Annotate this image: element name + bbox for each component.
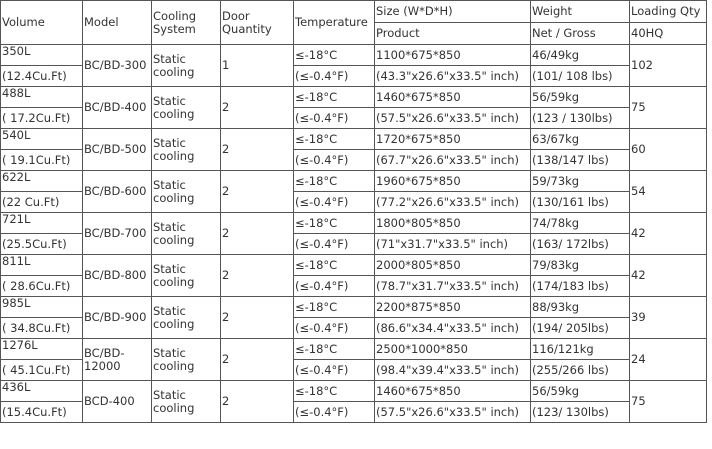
volume-cuft-cell: (25.5Cu.Ft) <box>1 234 83 255</box>
size-mm-cell: 2500*1000*850 <box>375 339 531 360</box>
header-size-sub: Product <box>375 23 531 45</box>
model-cell: BC/BD-600 <box>83 171 152 213</box>
weight-lbs-cell: (123 / 130lbs) <box>531 108 630 129</box>
loading-cell: 54 <box>630 171 707 213</box>
loading-cell: 42 <box>630 213 707 255</box>
volume-cell: 436L <box>1 381 83 402</box>
spec-table-body <box>1 1 707 423</box>
cooling-cell: Static cooling <box>152 255 221 297</box>
volume-cell: 721L <box>1 213 83 234</box>
door-cell: 2 <box>221 171 294 213</box>
temp-c-cell: ≤-18°C <box>294 129 375 150</box>
header-temperature: Temperature <box>294 1 375 45</box>
temp-c-cell: ≤-18°C <box>294 255 375 276</box>
volume-cuft-cell: (22 Cu.Ft) <box>1 192 83 213</box>
model-cell: BC/BD-900 <box>83 297 152 339</box>
door-cell: 2 <box>221 255 294 297</box>
size-mm-cell: 1460*675*850 <box>375 381 531 402</box>
temp-f-cell: (≤-0.4°F) <box>294 192 375 213</box>
table-row <box>1 87 707 108</box>
size-mm-cell: 1960*675*850 <box>375 171 531 192</box>
table-row <box>1 171 707 192</box>
size-inch-cell: (67.7"x26.6"x33.5" inch) <box>375 150 531 171</box>
model-cell: BC/BD-800 <box>83 255 152 297</box>
size-mm-cell: 1720*675*850 <box>375 129 531 150</box>
volume-cuft-cell: (15.4Cu.Ft) <box>1 402 83 423</box>
temp-f-cell: (≤-0.4°F) <box>294 360 375 381</box>
volume-cell: 540L <box>1 129 83 150</box>
volume-cell: 811L <box>1 255 83 276</box>
volume-cell: 350L <box>1 45 83 66</box>
weight-kg-cell: 116/121kg <box>531 339 630 360</box>
temp-f-cell: (≤-0.4°F) <box>294 150 375 171</box>
table-row <box>1 339 707 360</box>
temp-c-cell: ≤-18°C <box>294 339 375 360</box>
header-loading: Loading Qty <box>630 1 707 23</box>
size-inch-cell: (86.6"x34.4"x33.5" inch) <box>375 318 531 339</box>
weight-kg-cell: 74/78kg <box>531 213 630 234</box>
header-loading-sub: 40HQ <box>630 23 707 45</box>
model-cell: BC/BD-12000 <box>83 339 152 381</box>
weight-kg-cell: 63/67kg <box>531 129 630 150</box>
temp-c-cell: ≤-18°C <box>294 297 375 318</box>
loading-cell: 60 <box>630 129 707 171</box>
weight-lbs-cell: (123/ 130lbs) <box>531 402 630 423</box>
weight-lbs-cell: (194/ 205lbs) <box>531 318 630 339</box>
weight-lbs-cell: (174/183 lbs) <box>531 276 630 297</box>
volume-cell: 985L <box>1 297 83 318</box>
size-inch-cell: (43.3"x26.6"x33.5" inch) <box>375 66 531 87</box>
size-inch-cell: (57.5"x26.6"x33.5" inch) <box>375 108 531 129</box>
model-cell: BC/BD-400 <box>83 87 152 129</box>
size-inch-cell: (57.5"x26.6"x33.5" inch) <box>375 402 531 423</box>
temp-f-cell: (≤-0.4°F) <box>294 108 375 129</box>
weight-kg-cell: 59/73kg <box>531 171 630 192</box>
cooling-cell: Static cooling <box>152 339 221 381</box>
door-cell: 2 <box>221 129 294 171</box>
table-row <box>1 213 707 234</box>
size-inch-cell: (98.4"x39.4"x33.5" inch) <box>375 360 531 381</box>
weight-lbs-cell: (255/266 lbs) <box>531 360 630 381</box>
cooling-cell: Static cooling <box>152 45 221 87</box>
loading-cell: 75 <box>630 381 707 423</box>
volume-cuft-cell: (12.4Cu.Ft) <box>1 66 83 87</box>
table-row <box>1 45 707 66</box>
temp-f-cell: (≤-0.4°F) <box>294 402 375 423</box>
size-mm-cell: 1800*805*850 <box>375 213 531 234</box>
volume-cuft-cell: ( 19.1Cu.Ft) <box>1 150 83 171</box>
door-cell: 2 <box>221 381 294 423</box>
model-cell: BC/BD-500 <box>83 129 152 171</box>
door-cell: 2 <box>221 297 294 339</box>
weight-kg-cell: 56/59kg <box>531 87 630 108</box>
cooling-cell: Static cooling <box>152 297 221 339</box>
weight-kg-cell: 46/49kg <box>531 45 630 66</box>
cooling-cell: Static cooling <box>152 381 221 423</box>
table-row <box>1 255 707 276</box>
temp-f-cell: (≤-0.4°F) <box>294 318 375 339</box>
size-inch-cell: (71"x31.7"x33.5" inch) <box>375 234 531 255</box>
door-cell: 2 <box>221 213 294 255</box>
loading-cell: 75 <box>630 87 707 129</box>
temp-c-cell: ≤-18°C <box>294 381 375 402</box>
size-mm-cell: 2200*875*850 <box>375 297 531 318</box>
table-row <box>1 297 707 318</box>
size-mm-cell: 1460*675*850 <box>375 87 531 108</box>
header-size: Size (W*D*H) <box>375 1 531 23</box>
loading-cell: 42 <box>630 255 707 297</box>
temp-f-cell: (≤-0.4°F) <box>294 66 375 87</box>
cooling-cell: Static cooling <box>152 213 221 255</box>
header-model: Model <box>83 1 152 45</box>
loading-cell: 102 <box>630 45 707 87</box>
model-cell: BC/BD-300 <box>83 45 152 87</box>
header-cooling: Cooling System <box>152 1 221 45</box>
size-mm-cell: 2000*805*850 <box>375 255 531 276</box>
door-cell: 2 <box>221 87 294 129</box>
header-row <box>1 1 707 23</box>
volume-cuft-cell: ( 17.2Cu.Ft) <box>1 108 83 129</box>
header-volume: Volume <box>1 1 83 45</box>
cooling-cell: Static cooling <box>152 171 221 213</box>
size-inch-cell: (78.7"x31.7"x33.5" inch) <box>375 276 531 297</box>
table-row <box>1 129 707 150</box>
volume-cuft-cell: ( 28.6Cu.Ft) <box>1 276 83 297</box>
door-cell: 1 <box>221 45 294 87</box>
volume-cell: 1276L <box>1 339 83 360</box>
weight-lbs-cell: (130/161 lbs) <box>531 192 630 213</box>
weight-kg-cell: 79/83kg <box>531 255 630 276</box>
weight-lbs-cell: (163/ 172lbs) <box>531 234 630 255</box>
weight-lbs-cell: (138/147 lbs) <box>531 150 630 171</box>
loading-cell: 24 <box>630 339 707 381</box>
temp-f-cell: (≤-0.4°F) <box>294 276 375 297</box>
volume-cell: 622L <box>1 171 83 192</box>
temp-c-cell: ≤-18°C <box>294 171 375 192</box>
volume-cuft-cell: ( 34.8Cu.Ft) <box>1 318 83 339</box>
table-row <box>1 381 707 402</box>
size-mm-cell: 1100*675*850 <box>375 45 531 66</box>
header-door: Door Quantity <box>221 1 294 45</box>
header-weight-sub: Net / Gross <box>531 23 630 45</box>
temp-f-cell: (≤-0.4°F) <box>294 234 375 255</box>
door-cell: 2 <box>221 339 294 381</box>
volume-cell: 488L <box>1 87 83 108</box>
weight-kg-cell: 56/59kg <box>531 381 630 402</box>
weight-kg-cell: 88/93kg <box>531 297 630 318</box>
temp-c-cell: ≤-18°C <box>294 45 375 66</box>
temp-c-cell: ≤-18°C <box>294 87 375 108</box>
model-cell: BCD-400 <box>83 381 152 423</box>
loading-cell: 39 <box>630 297 707 339</box>
temp-c-cell: ≤-18°C <box>294 213 375 234</box>
size-inch-cell: (77.2"x26.6"x33.5" inch) <box>375 192 531 213</box>
cooling-cell: Static cooling <box>152 129 221 171</box>
header-weight: Weight <box>531 1 630 23</box>
cooling-cell: Static cooling <box>152 87 221 129</box>
model-cell: BC/BD-700 <box>83 213 152 255</box>
volume-cuft-cell: ( 45.1Cu.Ft) <box>1 360 83 381</box>
weight-lbs-cell: (101/ 108 lbs) <box>531 66 630 87</box>
